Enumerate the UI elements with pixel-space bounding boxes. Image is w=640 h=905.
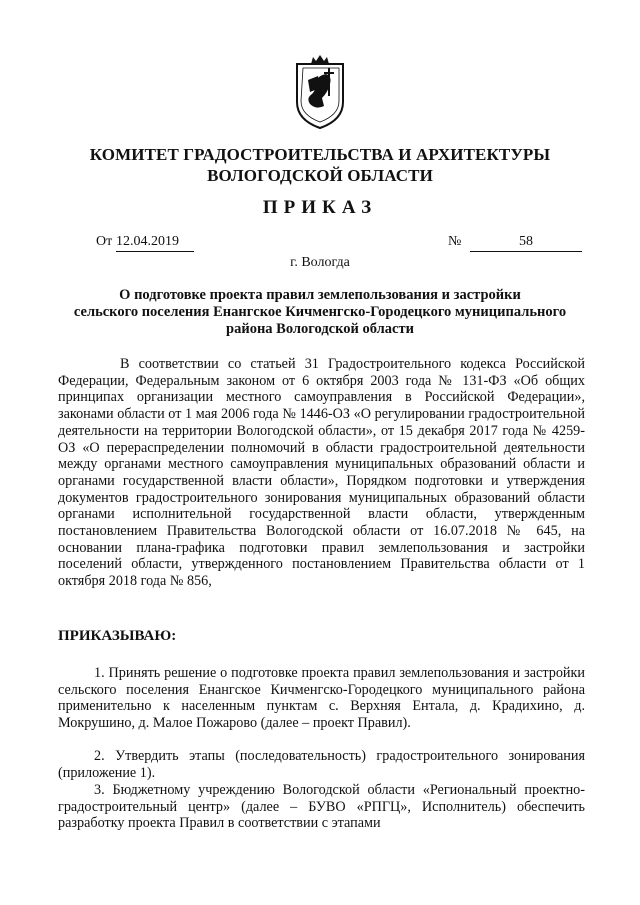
order-item-2: 2. Утвердить этапы (последовательность) градостроительного зонирования (приложение 1). <box>58 748 585 781</box>
organization-name <box>60 144 580 186</box>
document-subject <box>70 287 570 338</box>
coat-of-arms-emblem <box>294 54 346 130</box>
subject-line-3: района Вологодской области <box>226 321 414 337</box>
org-line-2: ВОЛОГОДСКОЙ ОБЛАСТИ <box>207 166 433 185</box>
document-type: ПРИКАЗ <box>262 197 378 218</box>
subject-line-1: О подготовке проекта правил землепользования и застройки <box>119 287 521 303</box>
city: г. Вологда <box>290 255 350 270</box>
preamble-paragraph: В соответствии со статьей 31 Градостроительного кодекса Российской Федерации, Федеральным законом от 6 октября 2003 года № 131-ФЗ «Об общих принципах организации местного самоуправления в Российской Федерации», законами области от 1 мая 2006 года № 1446-ОЗ «О регулировании градостроительной деятельности на территории Вологодской области», от 15 декабря 2017 года № 4259-ОЗ «О перераспределении полномочий в области градостроительной деятельности между органами местного самоуправления муниципальных образований области и органами государственной власти области», Порядком подготовки и утверждения документов градостроительного зонирования муниципальных образований области органами исполнительной государственной власти области, утвержденным постановлением Правительства Вологодской области от 16.07.2018 № 645, на основании плана-графика подготовки правил землепользования и застройки поселений области, утвержденного постановлением Правительства области от 1 октября 2018 года № 856, <box>58 356 585 590</box>
document-number: 58 <box>470 233 582 252</box>
document-date: 12.04.2019 <box>116 233 194 252</box>
subject-line-2: сельского поселения Енангское Кичменгско-Городецкого муниципального <box>73 304 567 320</box>
org-line-1: КОМИТЕТ ГРАДОСТРОИТЕЛЬСТВА И АРХИТЕКТУРЫ <box>89 145 551 164</box>
order-item-3: 3. Бюджетному учреждению Вологодской области «Региональный проектно-градостроительный центр» (далее – БУВО «РПГЦ», Исполнитель) обеспечить разработку проекта Правил в соответствии с этапами <box>58 782 585 832</box>
number-label: № <box>448 234 462 249</box>
date-label: От <box>96 234 113 249</box>
order-heading: ПРИКАЗЫВАЮ: <box>58 628 177 644</box>
order-item-1: 1. Принять решение о подготовке проекта правил землепользования и застройки сельского поселения Енангское Кичменгско-Городецкого муниципального района применительно к населенным пунктам с. Верхняя Ентала, д. Крадихино, д. Мокрушино, д. Малое Пожарово (далее – проект Правил). <box>58 665 585 732</box>
